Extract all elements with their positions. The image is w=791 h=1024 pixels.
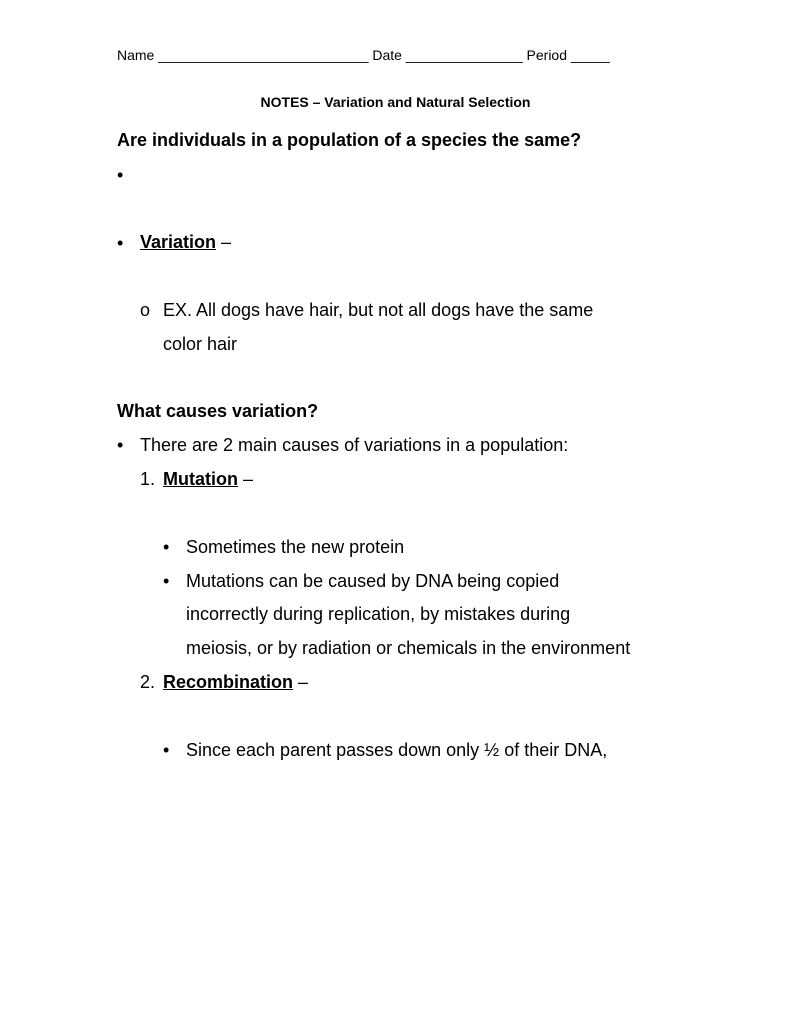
name-label: Name <box>117 47 155 63</box>
mutation-sub-bullet-1: • <box>163 537 170 557</box>
variation-bullet: • <box>117 233 124 253</box>
period-blank[interactable]: _____ <box>570 47 610 63</box>
mutation-sub-1: Sometimes the new protein <box>186 537 405 557</box>
variation-dash: – <box>221 232 232 252</box>
mutation-sub-2-line-1: Mutations can be caused by DNA being copied <box>186 571 560 591</box>
mutation-sub-2-line-3: meiosis, or by radiation or chemicals in the environment <box>186 638 631 658</box>
recombination-sub-1: Since each parent passes down only ½ of their DNA, <box>186 740 608 760</box>
page-title: NOTES – Variation and Natural Selection <box>260 94 531 110</box>
section-question-2: What causes variation? <box>117 401 319 421</box>
variation-line <box>140 232 231 253</box>
mutation-sub-2-line-2: incorrectly during replication, by mistakes during <box>186 604 571 624</box>
recombination-line <box>163 672 308 693</box>
example-line-2: color hair <box>163 334 238 354</box>
recombination-sub-bullet-1: • <box>163 740 170 760</box>
item2-number: 2. <box>140 672 156 692</box>
student-info-line <box>117 47 610 63</box>
mutation-dash: – <box>243 469 254 489</box>
period-label: Period <box>526 47 567 63</box>
date-blank[interactable]: _______________ <box>405 47 523 63</box>
item1-number: 1. <box>140 469 156 489</box>
variation-term: Variation <box>140 232 217 252</box>
date-label: Date <box>372 47 402 63</box>
example-bullet: o <box>140 300 151 320</box>
mutation-term: Mutation <box>163 469 238 489</box>
mutation-sub-bullet-2: • <box>163 571 170 591</box>
section-question-1: Are individuals in a population of a species the same? <box>117 130 582 150</box>
mutation-line <box>163 469 253 490</box>
recombination-dash: – <box>298 672 309 692</box>
recombination-term: Recombination <box>163 672 294 692</box>
name-blank[interactable]: ___________________________ <box>158 47 369 63</box>
intro-bullet: • <box>117 435 124 455</box>
empty-bullet: • <box>117 165 124 185</box>
example-line-1: EX. All dogs have hair, but not all dogs have the same <box>163 300 594 320</box>
intro-text: There are 2 main causes of variations in a population: <box>140 435 569 455</box>
